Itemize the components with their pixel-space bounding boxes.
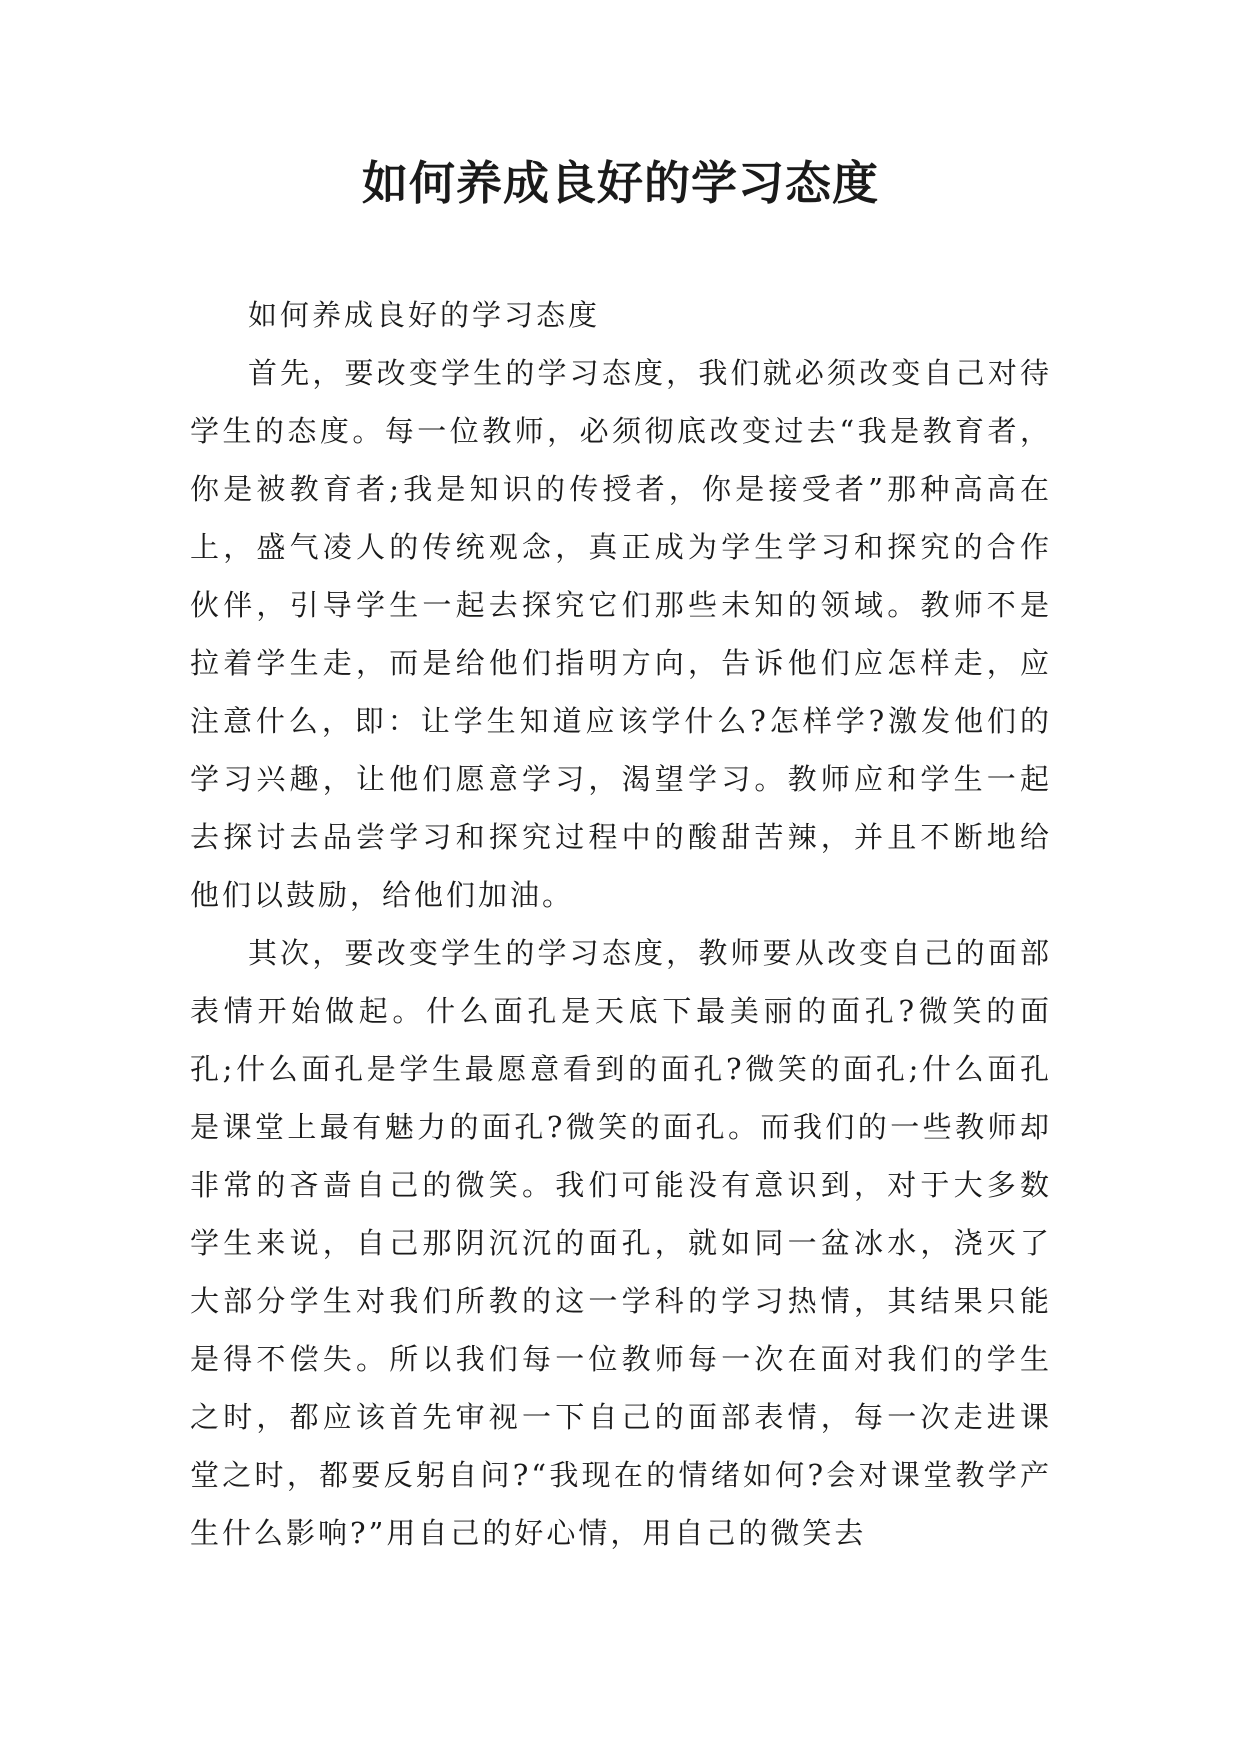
document-title: 如何养成良好的学习态度	[362, 156, 879, 210]
paragraph-subtitle: 如何养成良好的学习态度	[248, 298, 601, 332]
paragraph: 其次，要改变学生的学习态度，教师要从改变自己的面部表情开始做起。什么面孔是天底下最美丽的面孔?微笑的面孔;什么面孔是学生最愿意看到的面孔?微笑的面孔;什么面孔是课堂上最有魅力的面孔?微笑的面孔。而我们的一些教师却非常的吝啬自己的微笑。我们可能没有意识到，对于大多数学生来说，自己那阴沉沉的面孔，就如同一盆冰水，浇灭了大部分学生对我们所教的这一学科的学习热情，其结果只能是得不偿失。所以我们每一位教师每一次在面对我们的学生之时，都应该首先审视一下自己的面部表情，每一次走进课堂之时，都要反躬自问?“我现在的情绪如何?会对课堂教学产生什么影响?”用自己的好心情，用自己的微笑去	[190, 936, 1052, 1550]
paragraph: 首先，要改变学生的学习态度，我们就必须改变自己对待学生的态度。每一位教师，必须彻底改变过去“我是教育者，你是被教育者;我是知识的传授者，你是接受者”那种高高在上，盛气凌人的传统观念，真正成为学生学习和探究的合作伙伴，引导学生一起去探究它们那些未知的领域。教师不是拉着学生走，而是给他们指明方向，告诉他们应怎样走，应注意什么，即：让学生知道应该学什么?怎样学?激发他们的学习兴趣，让他们愿意学习，渴望学习。教师应和学生一起去探讨去品尝学习和探究过程中的酸甜苦辣，并且不断地给他们以鼓励，给他们加油。	[190, 356, 1052, 912]
document-body	[190, 286, 1052, 1562]
